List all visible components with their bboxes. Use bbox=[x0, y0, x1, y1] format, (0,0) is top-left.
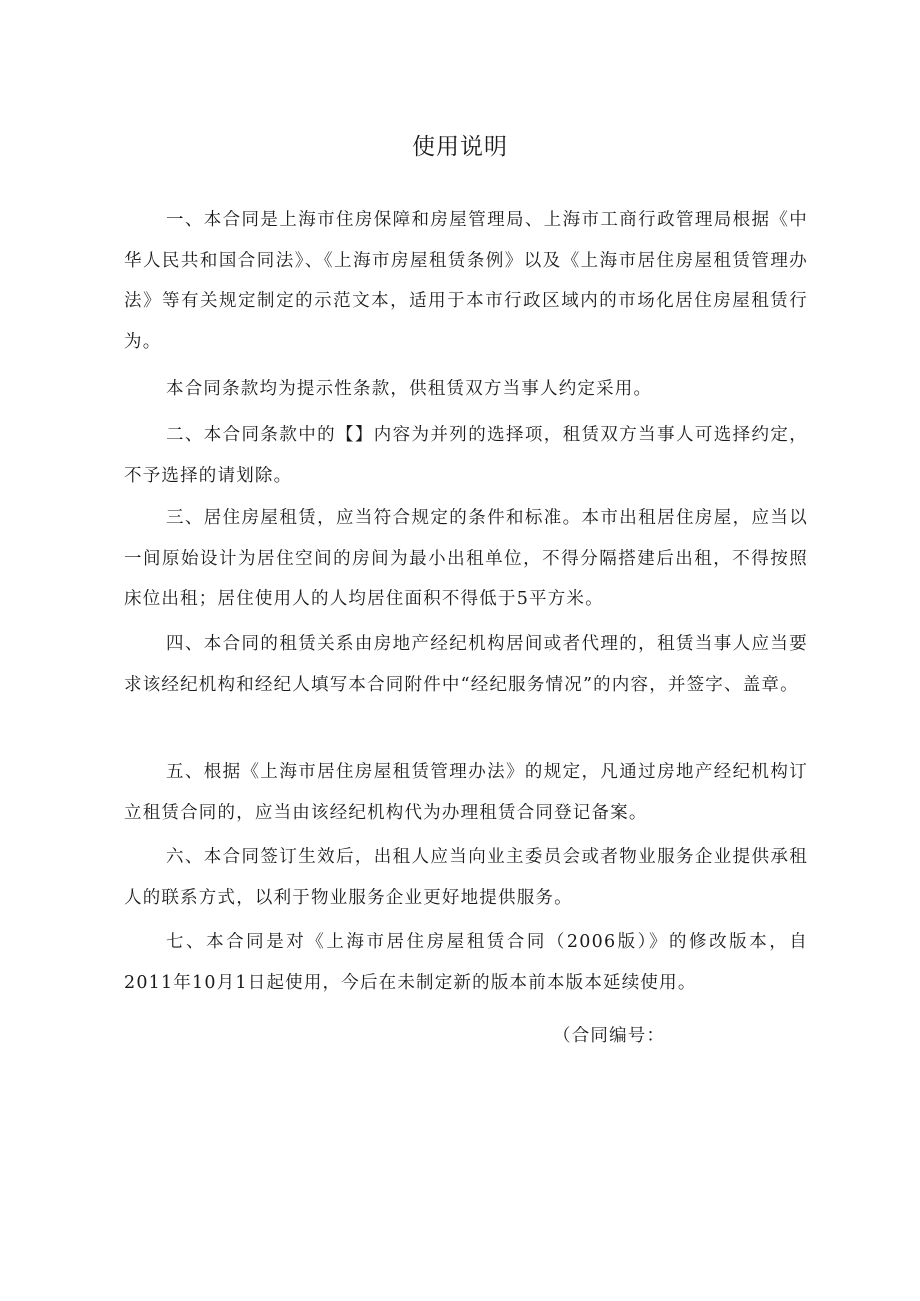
paragraph-1: 一、本合同是上海市住房保障和房屋管理局、上海市工商行政管理局根据《中华人民共和国合同法》、《上海市房屋租赁条例》以及《上海市居住房屋租赁管理办法》等有关规定制定的示范文本，适用于本市行政区域内的市场化居住房屋租赁行为。 bbox=[124, 210, 808, 352]
paragraph-1-note: 本合同条款均为提示性条款，供租赁双方当事人约定采用。 bbox=[166, 379, 653, 399]
contract-number-label: （合同编号： bbox=[553, 1026, 666, 1046]
paragraph-6: 六、本合同签订生效后，出租人应当向业主委员会或者物业服务企业提供承租人的联系方式，以利于物业服务企业更好地提供服务。 bbox=[124, 847, 808, 908]
paragraph-4: 四、本合同的租赁关系由房地产经纪机构居间或者代理的，租赁当事人应当要求该经纪机构和经纪人填写本合同附件中“经纪服务情况”的内容，并签字、盖章。 bbox=[124, 634, 808, 695]
paragraph-3: 三、居住房屋租赁，应当符合规定的条件和标准。本市出租居住房屋，应当以一间原始设计为居住空间的房间为最小出租单位，不得分隔搭建后出租，不得按照床位出租；居住使用人的人均居住面积不得低于5平方米。 bbox=[124, 508, 808, 610]
page-title: 使用说明 bbox=[412, 134, 508, 160]
paragraph-5: 五、根据《上海市居住房屋租赁管理办法》的规定，凡通过房地产经纪机构订立租赁合同的，应当由该经纪机构代为办理租赁合同登记备案。 bbox=[124, 762, 808, 823]
paragraph-2: 二、本合同条款中的【】内容为并列的选择项，租赁双方当事人可选择约定，不予选择的请划除。 bbox=[124, 425, 808, 486]
paragraph-7: 七、本合同是对《上海市居住房屋租赁合同（2006版）》的修改版本，自2011年10月1日起使用，今后在未制定新的版本前本版本延续使用。 bbox=[124, 932, 808, 993]
